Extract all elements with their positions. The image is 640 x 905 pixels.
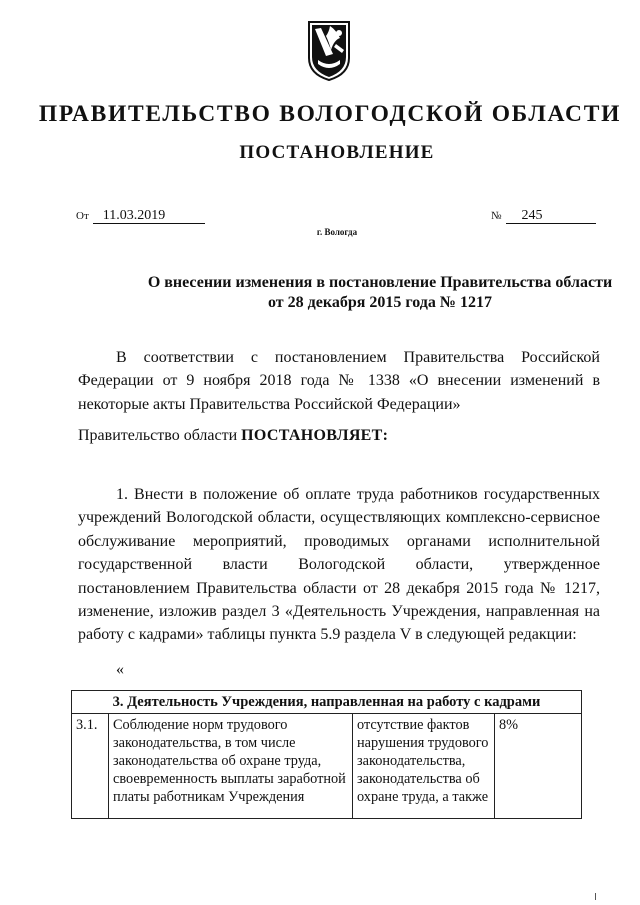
government-name: ПРАВИТЕЛЬСТВО ВОЛОГОДСКОЙ ОБЛАСТИ (38, 101, 622, 127)
document-title (100, 273, 640, 313)
number-label: № (491, 210, 502, 222)
title-line-1: О внесении изменения в постановление Правительства области (147, 274, 613, 291)
row-value: 8% (495, 714, 582, 819)
row-number: 3.1. (72, 714, 109, 819)
criteria-table (71, 690, 582, 819)
number-value: 245 (506, 208, 596, 224)
resolve-prefix: Правительство области (78, 427, 238, 444)
quote-mark: « (116, 661, 124, 678)
table-section-header-row (72, 691, 582, 714)
paragraph-amendment: 1. Внести в положение об оплате труда работников государственных учреждений Вологодской области, осуществляющих комплексно-сервисное обслуживание мероприятий, проводимых органами исполнительной государственной власти Вологодской области, утвержденное постановлением Правительства области от 28 декабря 2015 года № 1217, изменение, изложив раздел 3 «Деятельность Учреждения, направленная на работу с кадрами» таблицы пункта 5.9 раздела V в следующей редакции: (78, 486, 600, 644)
date-value: 11.03.2019 (93, 208, 205, 224)
coat-of-arms-icon (306, 20, 352, 82)
date-line (76, 207, 205, 224)
resolve-line (78, 427, 388, 445)
section-header: 3. Деятельность Учреждения, направленная на работу с кадрами (72, 691, 582, 714)
resolve-word: ПОСТАНОВЛЯЕТ: (241, 427, 389, 444)
paragraph-basis: В соответствии с постановлением Правительства Российской Федерации от 9 ноября 2018 года № 1338 «О внесении изменений в некоторые акты Правительства Российской Федерации» (78, 349, 600, 413)
title-line-2: от 28 декабря 2015 года № 1217 (268, 294, 492, 311)
table-row (72, 714, 582, 819)
page-mark (595, 893, 596, 900)
row-criterion: Соблюдение норм трудового законодательства, в том числе законодательства об охране труда, своевременность выплаты заработной платы работникам Учреждения (109, 714, 353, 819)
number-line (491, 207, 596, 224)
city: г. Вологда (316, 227, 358, 237)
row-condition: отсутствие фактов нарушения трудового законодательства, законодательства об охране труда, а также (353, 714, 495, 819)
date-label: От (76, 210, 89, 222)
document-type: ПОСТАНОВЛЕНИЕ (239, 142, 435, 163)
